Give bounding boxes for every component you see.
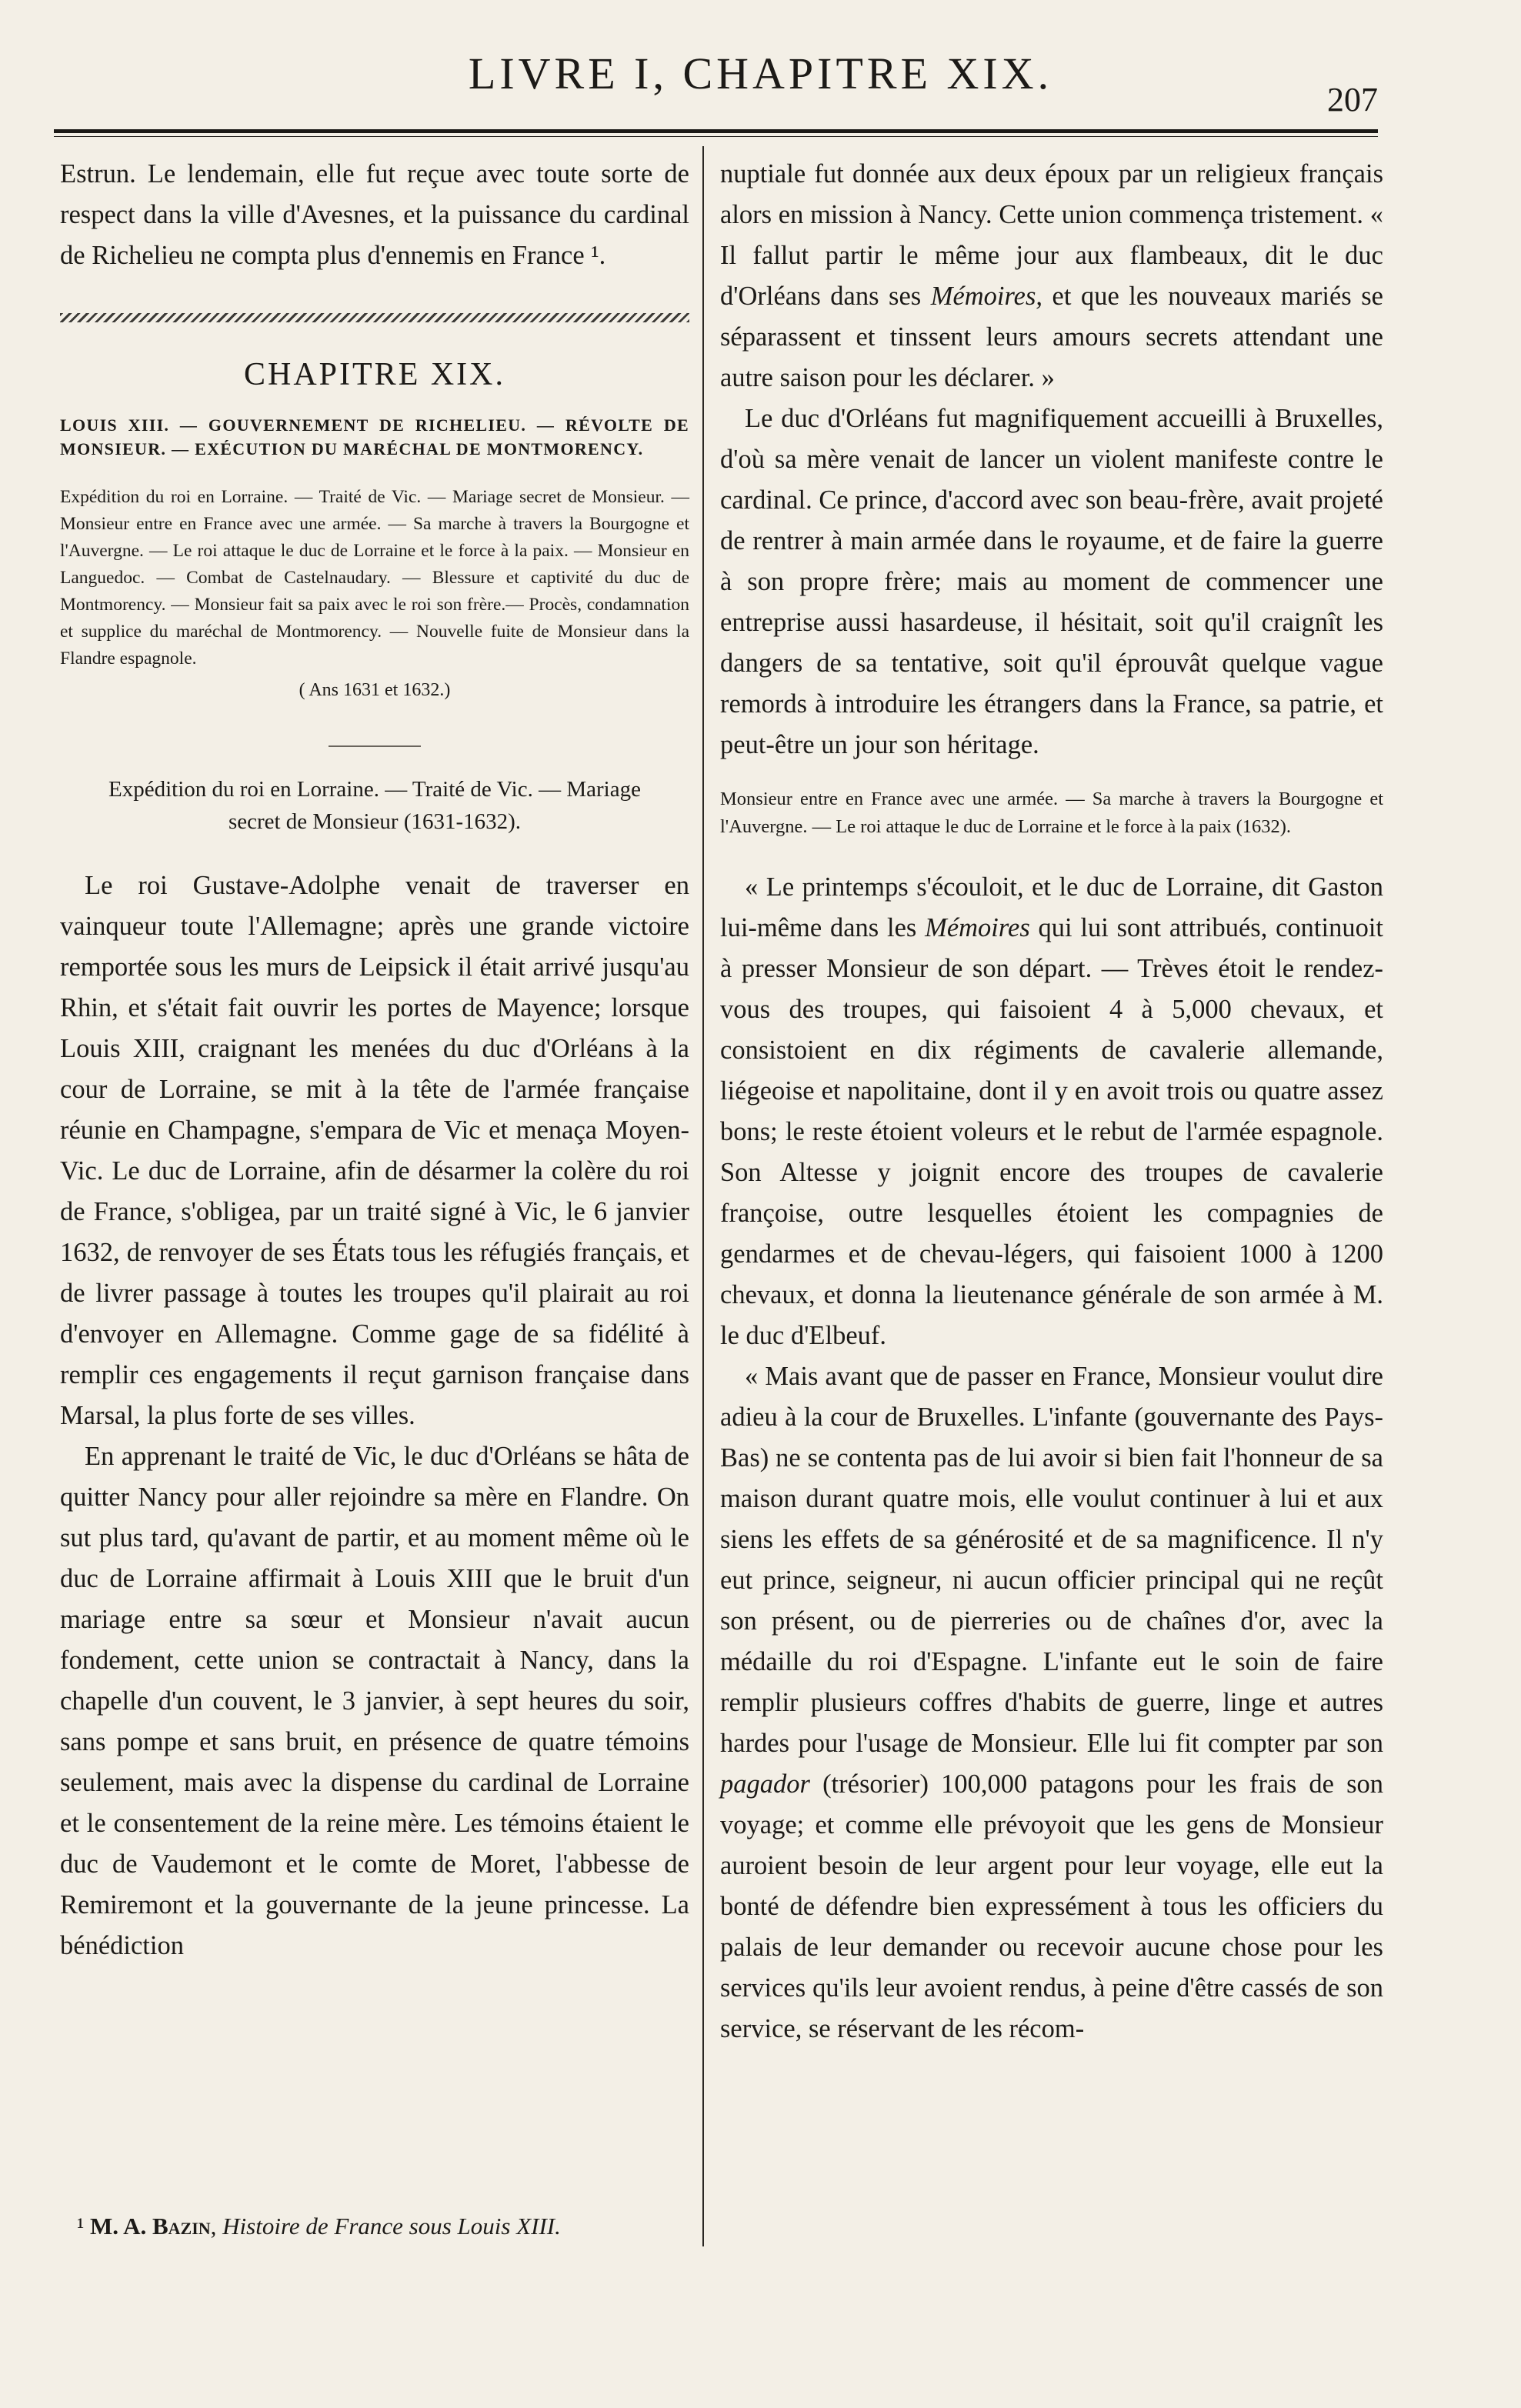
right-paragraph-2: Le duc d'Orléans fut magnifiquement accueilli à Bruxelles, d'où sa mère venait de lancer un violent manifeste contre le cardinal. Ce prince, d'accord avec son beau-frère, avait projeté de rentrer à main armée dans le royaume, et de faire la guerre à son propre frère; mais au moment de commencer une entreprise aussi hasardeuse, il hésitait, soit qu'il craignît les dangers de sa tentative, soit qu'il éprouvât quelque vague remords à introduire les étrangers dans la France, sa patrie, et peut-être un jour son héritage. xyxy=(720,404,1383,759)
body-paragraph-1: Le roi Gustave-Adolphe venait de traverser en vainqueur toute l'Allemagne; après une grande victoire remportée sous les murs de Leipsick il était arrivé jusqu'au Rhin, et s'était fait ouvrir les portes de Mayence; lorsque Louis XIII, craignant les menées du duc d'Orléans à la cour de Lorraine, se mit à la tête de l'armée française réunie en Champagne, s'empara de Vic et menaça Moyen-Vic. Le duc de Lorraine, afin de désarmer la colère du roi de France, s'obligea, par un traité signé à Vic, le 6 janvier 1632, de renvoyer de ses États tous les réfugiés français, et de livrer passage à toutes les troupes qu'il plairait au roi d'envoyer en Allemagne. Comme gage de sa fidélité à remplir ces engagements il reçut garnison française dans Marsal, la plus forte de ses villes. xyxy=(60,871,689,1430)
footnote-title: Histoire de France sous Louis XIII. xyxy=(222,2213,561,2240)
footnote xyxy=(77,2213,561,2240)
chapter-summary: LOUIS XIII. — GOUVERNEMENT DE RICHELIEU. — RÉVOLTE DE MONSIEUR. — EXÉCUTION DU MARÉCHAL DE MONTMORENCY. xyxy=(60,415,689,459)
right-paragraph-1-a: nuptiale fut donnée aux deux époux par un religieux français alors en mission à Nancy. Cette union commença tristement. « Il fallut partir le même jour aux flambeaux, dit le duc d'Orléans dans ses xyxy=(720,159,1383,311)
right-paragraph-3-b: qui lui sont attribués, continuoit à presser Monsieur de son départ. — Trèves étoit le rendez-vous des troupes, qui faisoient 4 à 5,000 chevaux, et consistoient en dix régiments de cavalerie allemande, liégeoise et napolitaine, dont il y en avoit trois ou quatre assez bons; le reste étoient voleurs et le rebut de l'armée espagnole. Son Altesse y joignit encore des troupes de cavalerie françoise, outre lesquelles étoient les compagnies de gendarmes et de chevau-légers, qui faisoient 1000 à 1200 chevaux, et donna la lieutenance générale de son armée à M. le duc d'Elbeuf. xyxy=(720,913,1383,1350)
footnote-author: M. A. Bazin xyxy=(90,2213,211,2240)
header-rule xyxy=(54,129,1378,133)
right-paragraph-3-italic: Mémoires xyxy=(925,913,1030,942)
right-paragraph-1 xyxy=(720,154,1383,399)
right-paragraph-3-a: « Le printemps s'écouloit, et le duc de Lorraine, dit Gaston lui-même dans les xyxy=(720,872,1383,942)
footnote-separator: , xyxy=(210,2213,223,2240)
chapter-heading: CHAPITRE XIX. xyxy=(244,357,505,392)
section-heading-line-1: Expédition du roi en Lorraine. — Traité de Vic. — Mariage xyxy=(108,777,641,802)
ornamental-divider xyxy=(60,313,689,322)
carryover-paragraph: Estrun. Le lendemain, elle fut reçue avec toute sorte de respect dans la ville d'Avesnes, et la puissance du cardinal de Richelieu ne compta plus d'ennemis en France ¹. xyxy=(60,159,689,270)
body-paragraph-2: En apprenant le traité de Vic, le duc d'Orléans se hâta de quitter Nancy pour aller rejoindre sa mère en Flandre. On sut plus tard, qu'avant de partir, et au moment même où le duc de Lorraine affirmait à Louis XIII que le bruit d'un mariage entre sa sœur et Monsieur n'avait aucun fondement, cette union se contractait à Nancy, dans la chapelle d'un couvent, le 3 janvier, à sept heures du soir, sans pompe et sans bruit, en présence de quatre témoins seulement, mais avec la dispense du cardinal de Lorraine et le consentement de la reine mère. Les témoins étaient le duc de Vaudemont et le comte de Moret, l'abbesse de Remiremont et la gouvernante de la jeune princesse. La bénédiction xyxy=(60,1442,689,1960)
right-paragraph-1-italic: Mémoires, xyxy=(930,282,1043,311)
chapter-years: ( Ans 1631 et 1632.) xyxy=(299,680,451,700)
right-paragraph-4-italic: pagador xyxy=(720,1769,810,1799)
header-rule-thin xyxy=(54,136,1378,137)
short-divider xyxy=(329,745,421,747)
footnote-marker: ¹ xyxy=(77,2213,85,2240)
section-heading xyxy=(60,773,689,838)
right-paragraph-4-a: « Mais avant que de passer en France, Monsieur voulut dire adieu à la cour de Bruxelles. L'infante (gouvernante des Pays-Bas) ne se contenta pas de lui avoir si bien fait l'honneur de sa maison durant quatre mois, elle voulut continuer à lui et aux siens les effets de sa générosité et de sa magnificence. Il n'y eut prince, seigneur, ni aucun officier principal qui ne reçût son présent, ou de pierreries ou de chaînes d'or, avec la médaille du roi d'Espagne. L'infante eut le soin de faire remplir plusieurs coffres d'habits de guerre, linge et autres hardes pour l'usage de Monsieur. Elle lui fit compter par son xyxy=(720,1362,1383,1758)
section-summary: Monsieur entre en France avec une armée. — Sa marche à travers la Bourgogne et l'Auvergne. — Le roi attaque le duc de Lorraine et le force à la paix (1632). xyxy=(720,789,1383,837)
right-paragraph-1-b: et que les nouveaux mariés se séparassent et tinssent leurs amours secrets attendant une autre saison pour les déclarer. » xyxy=(720,282,1383,392)
column-divider xyxy=(702,146,704,2246)
right-paragraph-4 xyxy=(720,1356,1383,2049)
right-column xyxy=(720,154,1383,2049)
section-heading-line-2: secret de Monsieur (1631-1632). xyxy=(228,809,522,834)
running-title: LIVRE I, CHAPITRE XIX. xyxy=(468,48,1053,98)
right-paragraph-3 xyxy=(720,867,1383,1356)
page-number: 207 xyxy=(1327,81,1378,118)
right-paragraph-4-b: (trésorier) 100,000 patagons pour les frais de son voyage; et comme elle prévoyoit que les gens de Monsieur auroient besoin de leur argent pour leur voyage, elle eut la bonté de défendre bien expressément à tous les officiers du palais de leur demander ou recevoir aucune chose pour les services qu'ils leur avoient rendus, à peine d'être cassés de son service, se réservant de les récom- xyxy=(720,1769,1383,2043)
left-column xyxy=(60,154,689,1966)
chapter-argument: Expédition du roi en Lorraine. — Traité de Vic. — Mariage secret de Monsieur. — Monsieur entre en France avec une armée. — Sa marche à travers la Bourgogne et l'Auvergne. — Le roi attaque le duc de Lorraine et le force à la paix. — Monsieur en Languedoc. — Combat de Castelnaudary. — Blessure et captivité du duc de Montmorency. — Monsieur fait sa paix avec le roi son frère.— Procès, condamnation et supplice du maréchal de Montmorency. — Nouvelle fuite de Monsieur dans la Flandre espagnole. xyxy=(60,487,689,669)
